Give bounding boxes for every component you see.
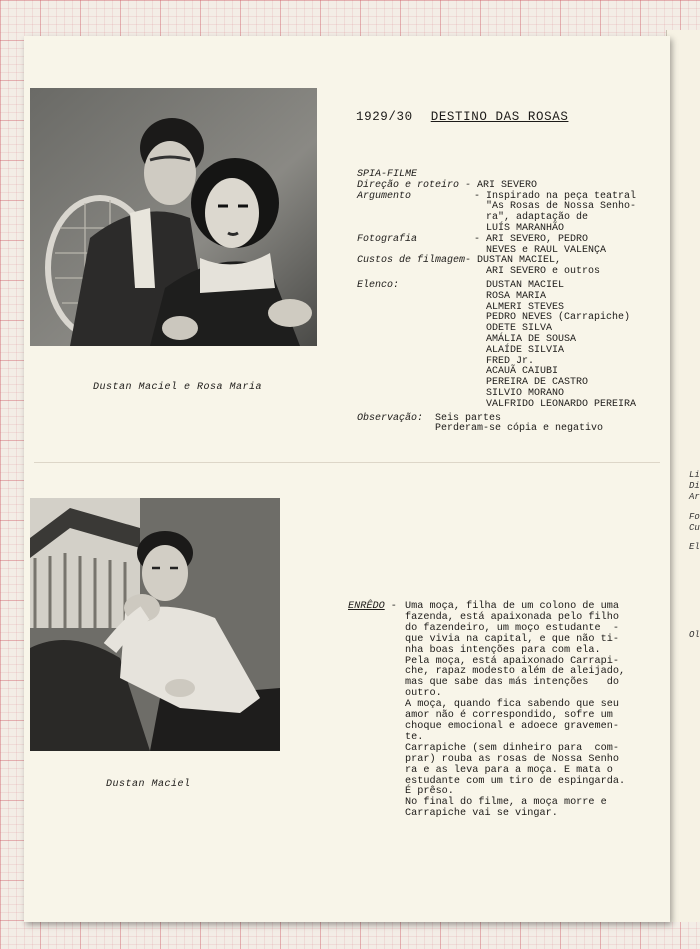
credit-value: - DUSTAN MACIEL, [465,255,562,267]
plot-line: ra e as leva para a moça. E mata o [405,764,613,776]
plot-text [405,602,625,820]
plot-line: te. [405,731,424,743]
plot-line: outro. [405,688,442,700]
observation-label: Observação: [357,412,424,424]
film-header [356,110,568,124]
plot-line: do fazendeiro, um moço estudante - [405,622,619,634]
cast-member: ACAUÃ CAIUBI [486,366,559,378]
photo-dustan-maciel [30,498,280,751]
credit-row [357,235,657,246]
credit-value: - Inspirado na peça teatral [474,190,637,202]
plot-line: nha boas intenções para com ela. [405,644,601,656]
film-year: 1929/30 [356,110,413,124]
plot-line: Carrapiche (sem dinheiro para com- [405,742,619,754]
cast-member: PEDRO NEVES (Carrapiche) [486,312,631,324]
cast-member: VALFRIDO LEONARDO PEREIRA [486,398,637,410]
plot-section: ENRÊDO - Uma moça, filha de um colono de uma fazenda, está apaixonada pelo filho do fazendeiro, um moço estudante - que vivia na capital, e que não ti- nha boas intenções para com ela. Pela moça, está apaixonado Carrapi- che, rapaz modesto além de aleijado, mas que sabe das más intenções do outro. A moça, quando fica sabendo que seu amor não é correspondido, sofre um choque emocional e adoece gravemen- te. Carrapiche (sem dinheiro para com- prar) rouba as rosas de Nossa Senho ra e as leva para a moça. E mata o estudante com um tiro de espingarda. É prêso. No final do filme, a moça morre e Carrapiche vai se vingar. [348,601,626,820]
plot-line: Pela moça, está apaixonado Carrapi- [405,655,619,667]
plot-line: estudante com um tiro de espingarda. [405,775,626,787]
production-company: SPIA-FILME [357,169,418,180]
photo-caption: Dustan Maciel [106,779,191,790]
credit-label [357,213,486,224]
cast-member: DUSTAN MACIEL [486,279,565,291]
credit-value: LUÍS MARANHÃO [486,222,565,234]
cast-section [357,281,657,411]
adjacent-page-fragment: Fo [689,512,700,522]
adjacent-page-fragment: Ar [689,492,700,502]
credit-label: Direção e roteiro - [357,179,478,191]
plot-line: Uma moça, filha de um colono de uma [405,601,619,612]
page-fold-line [34,462,660,463]
adjacent-page-fragment: El [689,542,700,552]
credit-value: - ARI SEVERO, PEDRO [474,233,589,245]
cast-member: ALAÍDE SILVIA [486,344,565,356]
plot-line: prar) rouba as rosas de Nossa Senho [405,753,619,765]
credit-value: ARI SEVERO [477,179,538,191]
credit-value: ra", adaptação de [486,212,589,224]
plot-line: mas que sabe das más intenções do [405,677,619,689]
plot-line: Carrapiche vai se vingar. [405,808,558,820]
credit-label: Argumento [357,190,466,202]
credit-label [357,202,486,213]
cast-member: ODETE SILVA [486,323,553,335]
adjacent-page-fragment: Ol [689,630,700,640]
observation-line: Perderam-se cópia e negativo [435,423,604,435]
photo-caption: Dustan Maciel e Rosa Maria [93,382,263,393]
film-title: DESTINO DAS ROSAS [430,110,569,124]
credits-block [357,170,657,435]
observation-text [435,414,603,436]
plot-line: fazenda, está apaixonada pelo filho [405,611,619,623]
cast-member: PEREIRA DE CASTRO [486,377,589,389]
adjacent-page-fragment: Cu [689,523,700,533]
credit-row [357,267,657,278]
adjacent-page-edge [666,30,700,922]
cast-member: SILVIO MORANO [486,387,565,399]
plot-line: A moça, quando fica sabendo que seu [405,699,619,711]
observation-line: Seis partes [435,412,502,424]
plot-label: ENRÊDO [348,601,385,612]
credit-label [357,267,486,278]
plot-line: No final do filme, a moça morre e [405,797,607,809]
cast-member: ALMERI STEVES [486,301,565,313]
plot-line: que vivia na capital, e que não ti- [405,633,619,645]
credit-row [357,181,657,192]
cast-member: FRED Jr. [486,355,535,367]
credit-value: NEVES e RAUL VALENÇA [486,244,607,256]
cast-member: AMÁLIA DE SOUSA [486,333,577,345]
plot-line: amor não é correspondido, sofre um [405,710,613,722]
cast-label: Elenco: [357,279,400,291]
adjacent-page-fragment: Di [689,481,700,491]
photo-couple [30,88,317,346]
cast-member: ROSA MARIA [486,290,547,302]
credit-value: ARI SEVERO e outros [486,266,601,278]
plot-line: É prêso. [405,786,454,798]
cast-list [486,281,636,411]
credit-label: Fotografia [357,233,466,245]
observation-section [357,414,657,436]
credit-label: Custos de filmagem [357,255,466,267]
adjacent-page-fragment: Li [689,470,700,480]
plot-line: che, rapaz modesto além de aleijado, [405,666,626,678]
plot-line: choque emocional e adoece gravemen- [405,720,619,732]
credit-value: "As Rosas de Nossa Senho- [486,201,637,213]
